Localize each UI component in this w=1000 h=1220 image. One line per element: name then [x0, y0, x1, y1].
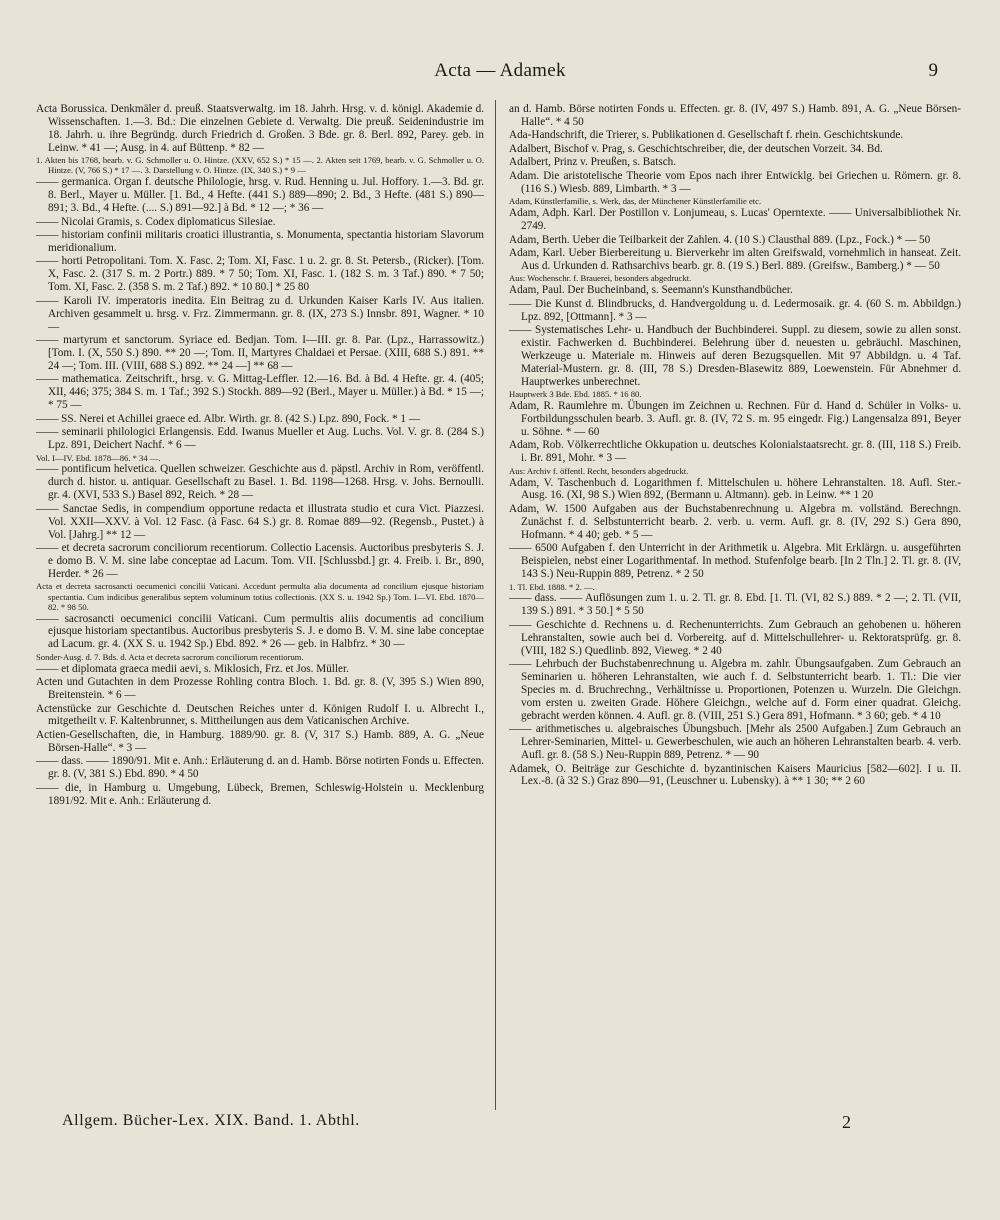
- catalog-entry: Actenstücke zur Geschichte d. Deutschen Reiches unter d. Königen Rudolf I. u. Albrecht I., mitgetheilt v. F. Kaltenbrunner, s. Mittheilungen aus dem Vaticanischen Archive.: [36, 702, 484, 728]
- catalog-entry: Acta Borussica. Denkmäler d. preuß. Staatsverwaltg. im 18. Jahrh. Hrsg. v. d. königl. Akademie d. Wissenschaften. 1.—3. Bd.: Die einzelnen Gebiete d. Verwaltg. Die preuß. Seidenindustrie im 18. Jahrh. u. ihre Begründg. durch Friedrich d. Großen. 3 Bde. gr. 8. Berl. 892, Parey. geb. in Leinw. * 41 —; Ausg. in 4. auf Büttenp. * 82 —: [36, 103, 484, 154]
- catalog-entry: —— Karoli IV. imperatoris inedita. Ein Beitrag zu d. Urkunden Kaiser Karls IV. Aus italien. Archiven gesammelt u. hrsg. v. Frz. Zimmermann. gr. 8. (IX, 273 S.) Innsbr. 891, Wagner. * 10 —: [36, 294, 484, 333]
- catalog-entry: —— martyrum et sanctorum. Syriace ed. Bedjan. Tom. I—III. gr. 8. Par. (Lpz., Harrassowitz.) [Tom. I. (X, 550 S.) 890. ** 20 —; Tom. II, Martyres Chaldaei et Persae. (XIII, 688 S.) 891. ** 24 —; Tom. III. (VIII, 688 S.) 892. ** 24 —] ** 68 —: [36, 334, 484, 372]
- catalog-entry: Adam, Karl. Ueber Bierbereitung u. Bierverkehr im alten Greifswald, vornehmlich in hanseat. Zeit. Aus d. Urkunden d. Rathsarchivs bearb. gr. 8. (19 S.) Berl. 889. (Greifsw., Bamberg.) * — 50: [509, 247, 961, 272]
- catalog-entry: Adam, Rob. Völkerrechtliche Okkupation u. deutsches Kolonialstaatsrecht. gr. 8. (III, 118 S.) Freib. i. Br. 891, Mohr. * 3 —: [509, 439, 961, 465]
- left-column: [36, 103, 484, 1108]
- catalog-entry: —— mathematica. Zeitschrift., hrsg. v. G. Mittag-Leffler. 12.—16. Bd. à Bd. 4 Hefte. gr. 4. (405; XII, 446; 375; 384 S. m. 1 Taf.; 392 S.) Stockh. 889—92 (Berl., Mayer u. Müller.) à Bd. * 15 —; * 75 —: [36, 373, 484, 412]
- catalog-entry: —— et diplomata graeca medii aevi, s. Miklosich, Frz. et Jos. Müller.: [36, 662, 349, 675]
- catalog-entry: —— arithmetisches u. algebraisches Übungsbuch. [Mehr als 2500 Aufgaben.] Zum Gebrauch an Lehrer-Seminarien, Mittel- u. Gewerbeschulen, wie auch an höheren Lehranstalten bearb. 4. verb. Aufl. gr. 8. (58 S.) Neu-Ruppin 889, Petrenz. * — 90: [509, 723, 961, 762]
- catalog-entry: Adalbert, Bischof v. Prag, s. Geschichtschreiber, die, der deutschen Vorzeit. 34. Bd.: [509, 142, 883, 155]
- catalog-entry: —— die, in Hamburg u. Umgebung, Lübeck, Bremen, Schleswig-Holstein u. Mecklenburg 1891/92. Mit e. Anh.: Erläuterung d.: [36, 781, 484, 807]
- entry-note: 1. Tl. Ebd. 1888. * 2. —.: [509, 581, 595, 592]
- catalog-entry: —— Sanctae Sedis, in compendium opportune redacta et illustrata studio et cura Vict. Piazzesi. Vol. XXII—XXV. à Vol. 12 Fasc. (à Fasc. 64 S.) gr. 8. Romae 889—92. (Regensb., Pustet.) à Vol. [Jahrg.] ** 12 —: [36, 502, 484, 541]
- catalog-entry: —— dass. —— Auflösungen zum 1. u. 2. Tl. gr. 8. Ebd. [1. Tl. (VI, 82 S.) 889. * 2 —; 2. Tl. (VII, 139 S.) 891. * 3 50.] * 5 50: [509, 592, 961, 618]
- catalog-entry: Adam, V. Taschenbuch d. Logarithmen f. Mittelschulen u. höhere Lehranstalten. 18. Aufl. Ster.-Ausg. 16. (XI, 98 S.) Wien 892, (Bermann u. Altmann). geb. in Leinw. ** 1 20: [509, 476, 961, 502]
- catalog-entry: —— Systematisches Lehr- u. Handbuch der Buchbinderei. Suppl. zu diesem, sowie zu allen sonst. existir. Fachwerken d. Buchbinderei. Belehrung über d. neuesten u. gebräuchl. Maschinen, Werkzeuge u. Materiale m. Hinweis auf deren Bezugsquellen. Mit 97 Abbildgn. u. 4 Taf. Material-Mustern. gr. 8. (III, 78 S.) Dresden-Blasewitz 889, Loewenstein. Für Abnehmer d. Hauptwerkes unberechnet.: [509, 324, 961, 388]
- entry-note: Adam, Künstlerfamilie, s. Werk, das, der Münchener Künstlerfamilie etc.: [509, 196, 762, 207]
- entry-note: Vol. I—IV. Ebd. 1878—86. * 34 —.: [36, 452, 161, 463]
- catalog-entry: —— 6500 Aufgaben f. den Unterricht in der Arithmetik u. Algebra. Mit Erklärgn. u. ausgeführten Beispielen, nebst einer Logarithmentaf. In method. Stufenfolge bearb. [In 2 Tln.] 2. Tl. gr. 8. (IV, 143 S.) Neu-Ruppin 889, Petrenz. * 2 50: [509, 542, 961, 581]
- catalog-entry: —— SS. Nerei et Achillei graece ed. Albr. Wirth. gr. 8. (42 S.) Lpz. 890, Fock. * 1 —: [36, 412, 421, 425]
- entry-note: Hauptwerk 3 Bde. Ebd. 1885. * 16 80.: [509, 389, 642, 400]
- catalog-entry: Adam, Berth. Ueber die Teilbarkeit der Zahlen. 4. (10 S.) Clausthal 889. (Lpz., Fock.) * — 50: [509, 233, 931, 246]
- catalog-entry: Adam, W. 1500 Aufgaben aus der Buchstabenrechnung u. Algebra m. vollständ. Berechngn. Zunächst f. d. Selbstunterricht bearb. 2. verb. u. verm. Aufl. gr. 8. (IV, 292 S.) Gera 890, Hofmann. * 4 40; geb. * 5 —: [509, 502, 961, 541]
- catalog-entry: —— Lehrbuch der Buchstabenrechnung u. Algebra m. zahlr. Übungsaufgaben. Zum Gebrauch an Seminarien u. höheren Lehranstalten, wie auch f. d. Selbstunterricht bearb. 1. Tl.: Die vier Species m. d. Bruchrechng., Verhältnisse u. Proportionen, Potenzen u. Wurzeln. Die Gleichgn. vom ersten u. zweiten Grade. Höhere Gleichgn., welche auf d. Form einer quadrat. Gleichg. gebracht werden können. 4. Aufl. gr. 8. (VIII, 251 S.) Gera 891, Hofmann. * 3 60; geb. * 4 10: [509, 658, 961, 722]
- catalog-entry: Adam. Die aristotelische Theorie vom Epos nach ihrer Entwicklg. bei Griechen u. Römern. gr. 8. (116 S.) Wiesb. 889, Limbarth. * 3 —: [509, 169, 961, 195]
- running-title: Acta — Adamek: [434, 60, 566, 81]
- entry-note: Aus: Archiv f. öffentl. Recht, besonders abgedruckt.: [509, 465, 689, 476]
- page-number: 9: [928, 60, 938, 81]
- page-header: [0, 60, 1000, 90]
- entry-note: Aus: Wochenschr. f. Brauerei, besonders abgedruckt.: [509, 273, 692, 284]
- catalog-entry: an d. Hamb. Börse notirten Fonds u. Effecten. gr. 8. (IV, 497 S.) Hamb. 891, A. G. „Neue Börsen-Halle“. * 4 50: [509, 103, 961, 128]
- catalog-entry: —— Nicolai Gramis, s. Codex diplomaticus Silesiae.: [36, 215, 276, 228]
- catalog-entry: —— seminarii philologici Erlangensis. Edd. Iwanus Mueller et Aug. Luchs. Vol. V. gr. 8. (284 S.) Lpz. 891, Deichert Nachf. * 6 —: [36, 426, 484, 452]
- catalog-entry: —— dass. —— 1890/91. Mit e. Anh.: Erläuterung d. an d. Hamb. Börse notirten Fonds u. Effecten. gr. 8. (V, 381 S.) Ebd. 890. * 4 50: [36, 755, 484, 781]
- right-column: [509, 103, 961, 1108]
- catalog-entry: Adam, R. Raumlehre m. Übungen im Zeichnen u. Rechnen. Für d. Hand d. Schüler in Volks- u. Fortbildungsschulen bearb. 3. Aufl. gr. 8. (IV, 72 S. m. 95 eingedr. Fig.) Langensalza 891, Beyer u. Söhne. * — 60: [509, 400, 961, 438]
- catalog-entry: —— pontificum helvetica. Quellen schweizer. Geschichte aus d. päpstl. Archiv in Rom, veröffentl. durch d. histor. u. antiquar. Gesellschaft zu Basel. 1. Bd. 1198—1268. Hrsg. v. Johs. Bernoulli. gr. 4. (XVI, 533 S.) Basel 892, Reich. * 28 —: [36, 463, 484, 502]
- entry-note: Sonder-Ausg. d. 7. Bds. d. Acta et decreta sacrorum conciliorum recentiorum.: [36, 651, 304, 662]
- catalog-entry: Ada-Handschrift, die Trierer, s. Publikationen d. Gesellschaft f. rhein. Geschichtskunde.: [509, 129, 904, 142]
- catalog-entry: —— germanica. Organ f. deutsche Philologie, hrsg. v. Rud. Henning u. Jul. Hoffory. 1.—3. Bd. gr. 8. Berl., Mayer u. Müller. [1. Bd., 4 Hefte. (441 S.) 889—890; 2. Bd., 3 Hefte. (481 S.) 890—891; 3. Bd., 4 Hefte. (.... S.) 891—92.] à Bd. * 12 —; * 36 —: [36, 176, 484, 215]
- catalog-entry: Adam, Paul. Der Bucheinband, s. Seemann's Kunsthandbücher.: [509, 284, 793, 297]
- catalog-entry: —— Die Kunst d. Blindbrucks, d. Handvergoldung u. d. Ledermosaik. gr. 4. (60 S. m. Abbildgn.) Lpz. 892, [Ottmann]. * 3 —: [509, 297, 961, 323]
- catalog-entry: —— Geschichte d. Rechnens u. d. Rechenunterrichts. Zum Gebrauch an gehobenen u. höheren Lehranstalten, sowie auch bei d. Vorbereitg. auf d. Mittelschullehrer- u. Rektoratsprüfg. gr. 8. (VIII, 182 S.) Quedlinb. 892, Vieweg. * 2 40: [509, 618, 961, 657]
- catalog-entry: Adam, Adph. Karl. Der Postillon v. Lonjumeau, s. Lucas' Operntexte. —— Universalbibliothek Nr. 2749.: [509, 207, 961, 233]
- entry-note: 1. Akten bis 1768, bearb. v. G. Schmoller u. O. Hintze. (XXV, 652 S.) * 15 —. 2. Akten seit 1769, bearb. v. G. Schmoller u. O. Hintze. (V, 766 S.) * 17 —. 3. Darstellung v. O. Hintze. (IX, 340 S.) * 9 —: [36, 155, 484, 176]
- catalog-entry: Acten und Gutachten in dem Prozesse Rohling contra Bloch. 1. Bd. gr. 8. (V, 395 S.) Wien 890, Breitenstein. * 6 —: [36, 676, 484, 702]
- catalog-entry: Adalbert, Prinz v. Preußen, s. Batsch.: [509, 156, 677, 169]
- catalog-entry: —— horti Petropolitani. Tom. X. Fasc. 2; Tom. XI, Fasc. 1 u. 2. gr. 8. St. Petersb., (Ricker). [Tom. X, Fasc. 2. (317 S. m. 2 Portr.) 889. * 7 50; Tom. XI, Fasc. 1. (182 S. m. 3 Taf.) 890. * 7 50; Tom. XI, Fasc. 2. (358 S. m. 2 Taf.) 892. * 10 80.] * 25 80: [36, 255, 484, 294]
- printer-signature: Allgem. Bücher-Lex. XIX. Band. 1. Abthl.: [62, 1112, 360, 1129]
- column-divider: [495, 100, 496, 1110]
- catalog-entry: —— sacrosancti oecumenici concilii Vaticani. Cum permultis aliis documentis ad concilium ejusque historiam spectantibus. Auctoribus presbyteris S. J. e domo B. V. M. sine labe conceptae ad Lacum. gr. 4. (XX S. u. 1942 Sp.) Ebd. 892. * 26 — geb. in Halbfrz. * 30 —: [36, 612, 484, 651]
- entry-note: Acta et decreta sacrosancti oecumenici concilii Vaticani. Accedunt permulta alia documenta ad concilium ejusque historiam spectantia. Cum indicibus generalibus septem voluminum totius collectionis. (XX S. u. 1942 Sp.) Tom. I—VI. Ebd. 1870—82. * 98 50.: [36, 581, 484, 612]
- catalog-entry: Actien-Gesellschaften, die, in Hamburg. 1889/90. gr. 8. (V, 317 S.) Hamb. 889, A. G. „Neue Börsen-Halle“. * 3 —: [36, 728, 484, 754]
- sheet-number: 2: [842, 1112, 851, 1132]
- catalog-entry: Adamek, O. Beiträge zur Geschichte d. byzantinischen Kaisers Mauricius [582—602]. I u. II. Lex.-8. (à 32 S.) Graz 890—91, (Leuschner u. Lubensky). à ** 1 30; ** 2 60: [509, 762, 961, 788]
- catalog-entry: —— et decreta sacrorum conciliorum recentiorum. Collectio Lacensis. Auctoribus presbyteris S. J. e domo B. V. M. sine labe conceptae ad Lacum. Tom. VII. [Schlussbd.] gr. 4. Freib. i. Br., 890, Herder. * 26 —: [36, 542, 484, 580]
- catalog-entry: —— historiam confinii militaris croatici illustrantia, s. Monumenta, spectantia historiam Slavorum meridionalium.: [36, 229, 484, 254]
